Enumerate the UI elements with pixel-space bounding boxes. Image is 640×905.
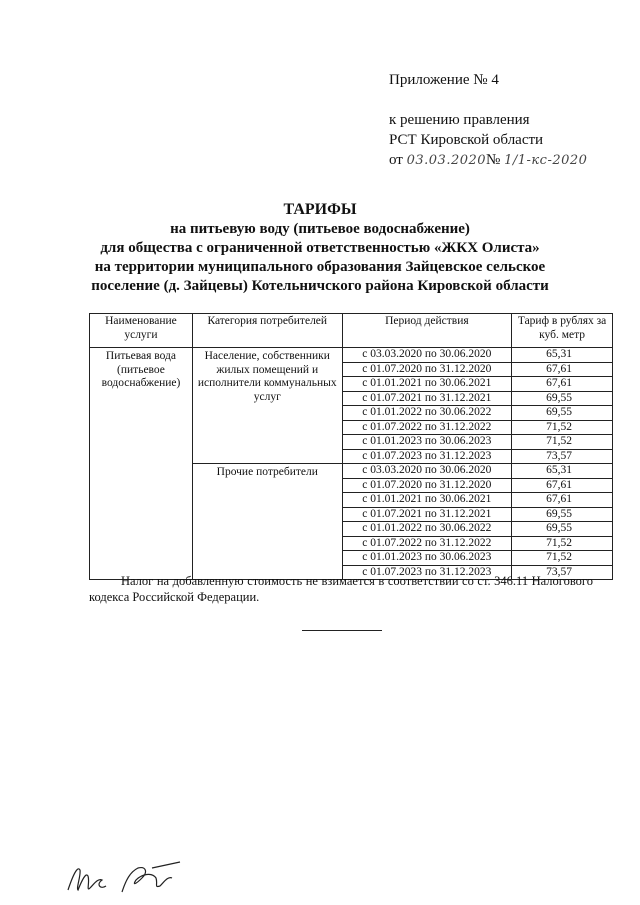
period-cell: с 03.03.2020 по 30.06.2020 bbox=[342, 348, 512, 363]
tariff-cell: 67,61 bbox=[512, 478, 613, 493]
handwritten-signature bbox=[60, 858, 220, 903]
table-row bbox=[90, 348, 613, 363]
tariff-cell: 65,31 bbox=[512, 464, 613, 479]
annex-number-mark: № bbox=[486, 152, 501, 168]
period-cell: с 01.07.2023 по 31.12.2023 bbox=[342, 449, 512, 464]
tariff-cell: 67,61 bbox=[512, 377, 613, 392]
header-category: Категория потребителей bbox=[192, 314, 342, 348]
period-cell: с 01.07.2020 по 31.12.2020 bbox=[342, 362, 512, 377]
category-cell: Население, собственники жилых помещений и исполнители коммунальных услуг bbox=[192, 348, 342, 464]
period-cell: с 01.01.2021 по 30.06.2021 bbox=[342, 493, 512, 508]
tariff-cell: 69,55 bbox=[512, 522, 613, 537]
table-body bbox=[90, 348, 613, 580]
period-cell: с 01.07.2022 по 31.12.2022 bbox=[342, 536, 512, 551]
title-line-3: на территории муниципального образования Зайцевское сельское bbox=[94, 259, 546, 275]
period-cell: с 01.07.2020 по 31.12.2020 bbox=[342, 478, 512, 493]
table-header-row bbox=[90, 314, 613, 348]
period-cell: с 01.07.2023 по 31.12.2023 bbox=[342, 565, 512, 580]
period-cell: с 03.03.2020 по 30.06.2020 bbox=[342, 464, 512, 479]
tariff-cell: 73,57 bbox=[512, 565, 613, 580]
header-service: Наименование услуги bbox=[90, 314, 193, 348]
title-heading: ТАРИФЫ bbox=[283, 201, 357, 218]
tariff-cell: 71,52 bbox=[512, 551, 613, 566]
tariff-table bbox=[89, 313, 613, 580]
annex-gap bbox=[389, 90, 587, 110]
header-period: Период действия bbox=[342, 314, 512, 348]
document-title bbox=[0, 200, 640, 296]
annex-number: 1/1-кс-2020 bbox=[504, 153, 588, 168]
tariff-cell: 73,57 bbox=[512, 449, 613, 464]
period-cell: с 01.01.2021 по 30.06.2021 bbox=[342, 377, 512, 392]
period-cell: с 01.07.2021 по 31.12.2021 bbox=[342, 507, 512, 522]
period-cell: с 01.01.2022 по 30.06.2022 bbox=[342, 522, 512, 537]
category-cell: Прочие потребители bbox=[192, 464, 342, 580]
tariff-cell: 71,52 bbox=[512, 435, 613, 450]
vat-note: Налог на добавленную стоимость не взимается в соответствии со ст. 346.11 Налогового кодекса Российской Федерации. bbox=[89, 574, 593, 604]
period-cell: с 01.01.2023 по 30.06.2023 bbox=[342, 435, 512, 450]
annex-prefix: от bbox=[389, 152, 403, 168]
annex-line-1: к решению правления bbox=[389, 112, 530, 128]
period-cell: с 01.01.2022 по 30.06.2022 bbox=[342, 406, 512, 421]
tariff-cell: 65,31 bbox=[512, 348, 613, 363]
tariff-cell: 69,55 bbox=[512, 507, 613, 522]
signature-icon bbox=[60, 858, 220, 898]
annex-date: 03.03.2020 bbox=[406, 153, 487, 168]
period-cell: с 01.07.2022 по 31.12.2022 bbox=[342, 420, 512, 435]
annex-title: Приложение № 4 bbox=[389, 72, 499, 88]
closing-rule bbox=[302, 630, 382, 631]
annex-block bbox=[389, 70, 587, 171]
header-tariff: Тариф в рублях за куб. метр bbox=[512, 314, 613, 348]
period-cell: с 01.01.2023 по 30.06.2023 bbox=[342, 551, 512, 566]
tariff-cell: 67,61 bbox=[512, 493, 613, 508]
service-cell: Питьевая вода (питьевое водоснабжение) bbox=[90, 348, 193, 580]
title-line-2: для общества с ограниченной ответственностью «ЖКХ Олиста» bbox=[100, 240, 540, 256]
tariff-cell: 71,52 bbox=[512, 420, 613, 435]
tariff-cell: 69,55 bbox=[512, 391, 613, 406]
tariff-cell: 67,61 bbox=[512, 362, 613, 377]
tariff-cell: 71,52 bbox=[512, 536, 613, 551]
period-cell: с 01.07.2021 по 31.12.2021 bbox=[342, 391, 512, 406]
title-line-1: на питьевую воду (питьевое водоснабжение) bbox=[170, 221, 470, 237]
title-line-4: поселение (д. Зайцевы) Котельничского района Кировской области bbox=[91, 278, 549, 294]
annex-line-2: РСТ Кировской области bbox=[389, 132, 544, 148]
annex-date-line bbox=[389, 150, 587, 171]
tariff-cell: 69,55 bbox=[512, 406, 613, 421]
